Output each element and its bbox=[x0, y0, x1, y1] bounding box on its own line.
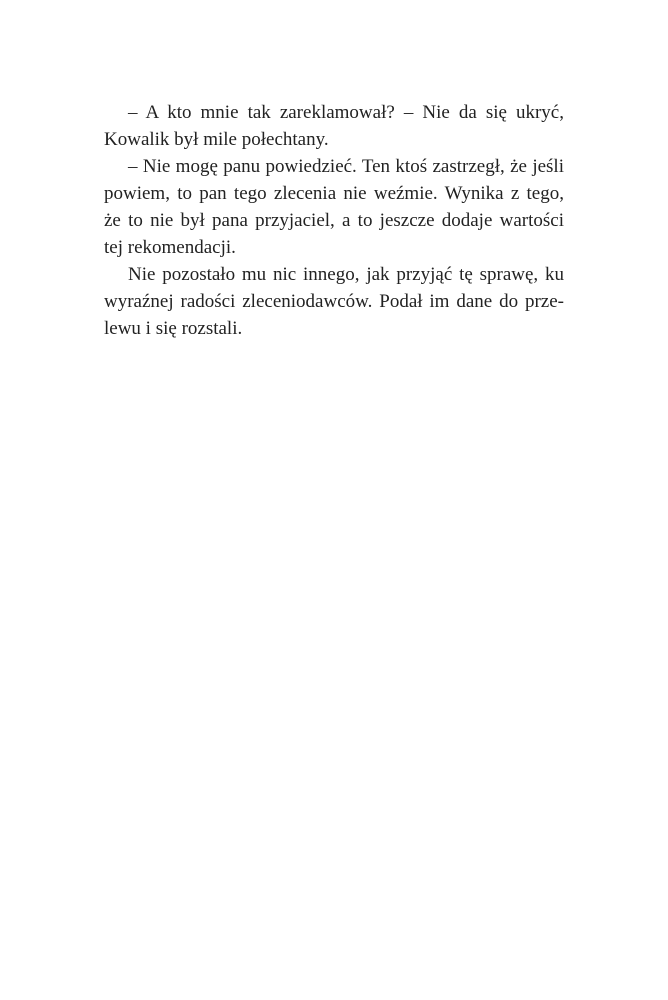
paragraph-2 bbox=[104, 153, 564, 261]
text-line: powiem, to pan tego zlecenia nie weźmie. Wynika z tego, bbox=[104, 183, 564, 204]
text-line: że to nie był pana przyjaciel, a to jeszcze dodaje wartości bbox=[104, 210, 564, 231]
text-line: Nie pozostało mu nic innego, jak przyjąć tę sprawę, ku bbox=[128, 264, 564, 285]
text-line: – A kto mnie tak zareklamował? – Nie da się ukryć, bbox=[128, 102, 564, 123]
page-text bbox=[104, 99, 564, 342]
text-line: lewu i się rozstali. bbox=[104, 318, 243, 339]
paragraph-1 bbox=[104, 99, 564, 153]
text-line: Kowalik był mile połechtany. bbox=[104, 129, 329, 150]
text-line: tej rekomendacji. bbox=[104, 237, 236, 258]
paragraph-3 bbox=[104, 261, 564, 342]
text-line: wyraźnej radości zleceniodawców. Podał im dane do prze- bbox=[104, 291, 564, 312]
text-line: – Nie mogę panu powiedzieć. Ten ktoś zastrzegł, że jeśli bbox=[128, 156, 564, 177]
